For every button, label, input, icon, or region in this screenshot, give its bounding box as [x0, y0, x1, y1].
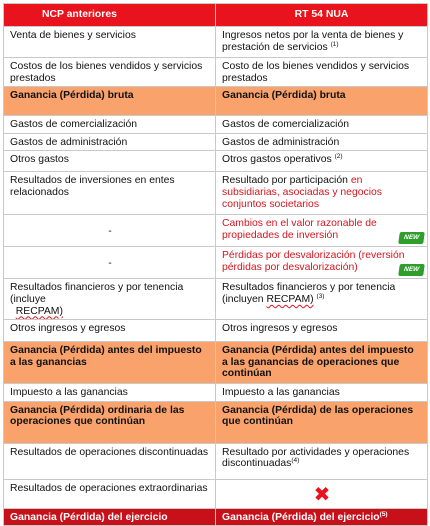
header-rt54-nua: RT 54 NUA	[216, 4, 428, 27]
table-row	[4, 151, 428, 172]
left-cell: -	[4, 215, 216, 247]
table-row	[4, 247, 428, 279]
left-cell: Resultados de operaciones extraordinarias	[4, 479, 216, 508]
right-cell	[216, 479, 428, 508]
new-badge-icon: NEW	[398, 232, 425, 244]
right-cell: Ganancia (Pérdida) del ejercicio$^{(5)}$	[216, 508, 428, 526]
table-row	[4, 116, 428, 134]
left-cell: Gastos de administración	[4, 133, 216, 151]
footnote-ref: (5)	[379, 510, 388, 518]
right-cell: Impuesto a las ganancias	[216, 384, 428, 402]
left-cell: Ganancia (Pérdida) bruta	[4, 87, 216, 116]
comparison-table	[3, 3, 428, 526]
new-badge-icon: NEW	[398, 264, 425, 276]
right-cell: Otros ingresos y egresos	[216, 320, 428, 342]
table-row-subtotal	[4, 401, 428, 443]
table-row	[4, 443, 428, 479]
right-cell: Ganancia (Pérdida) bruta	[216, 87, 428, 116]
table-row-subtotal	[4, 342, 428, 384]
left-cell: -	[4, 247, 216, 279]
footnote-ref: (4)	[291, 457, 300, 465]
left-cell: Impuesto a las ganancias	[4, 384, 216, 402]
left-cell: Ganancia (Pérdida) antes del impuesto a las ganancias	[4, 342, 216, 384]
table-row-total	[4, 508, 428, 526]
right-cell: Resultado por participación en subsidiarias, asociadas y negocios conjuntos societarios	[216, 172, 428, 215]
footnote-ref: (2)	[334, 153, 343, 161]
left-cell: Resultados de inversiones en entes relacionados	[4, 172, 216, 215]
table-header-row	[4, 4, 428, 27]
left-cell: Otros ingresos y egresos	[4, 320, 216, 342]
table-row	[4, 58, 428, 87]
left-cell: Venta de bienes y servicios	[4, 27, 216, 58]
footnote-ref: (3)	[316, 292, 325, 300]
table-row	[4, 172, 428, 215]
right-cell: Pérdidas por desvalorización (reversión pérdidas por desvalorización) NEW	[216, 247, 428, 279]
left-cell: Gastos de comercialización	[4, 116, 216, 134]
table-row	[4, 27, 428, 58]
right-cell: Ganancia (Pérdida) antes del impuesto a las ganancias de operaciones que continúan	[216, 342, 428, 384]
right-cell: Costo de los bienes vendidos y servicios prestados	[216, 58, 428, 87]
table-row	[4, 279, 428, 320]
table-row	[4, 384, 428, 402]
right-cell: Resultados financieros y por tenencia (incluyen RECPAM) $^{(3)}$	[216, 279, 428, 320]
right-cell: Otros gastos operativos $^{(2)}$	[216, 151, 428, 172]
right-cell: Ganancia (Pérdida) de las operaciones que continúan	[216, 401, 428, 443]
right-cell: Resultado por actividades y operaciones discontinuadas$^{(4)}$	[216, 443, 428, 479]
table-row	[4, 133, 428, 151]
right-cell: Gastos de comercialización	[216, 116, 428, 134]
left-cell: Costos de los bienes vendidos y servicios prestados	[4, 58, 216, 87]
table-row	[4, 215, 428, 247]
table-row-subtotal	[4, 87, 428, 116]
x-mark-icon: ✖	[313, 482, 331, 507]
left-cell: Resultados financieros y por tenencia (incluye RECPAM)	[4, 279, 216, 320]
table-row	[4, 320, 428, 342]
table-row	[4, 479, 428, 508]
left-cell: Resultados de operaciones discontinuadas	[4, 443, 216, 479]
left-cell: Ganancia (Pérdida) del ejercicio	[4, 508, 216, 526]
right-cell: Gastos de administración	[216, 133, 428, 151]
header-ncp-anteriores: NCP anteriores	[4, 4, 216, 27]
footnote-ref: (1)	[330, 40, 339, 48]
right-cell: Ingresos netos por la venta de bienes y prestación de servicios $^{(1)}$	[216, 27, 428, 58]
left-cell: Ganancia (Pérdida) ordinaria de las operaciones que continúan	[4, 401, 216, 443]
right-cell: Cambios en el valor razonable de propiedades de inversión NEW	[216, 215, 428, 247]
left-cell: Otros gastos	[4, 151, 216, 172]
